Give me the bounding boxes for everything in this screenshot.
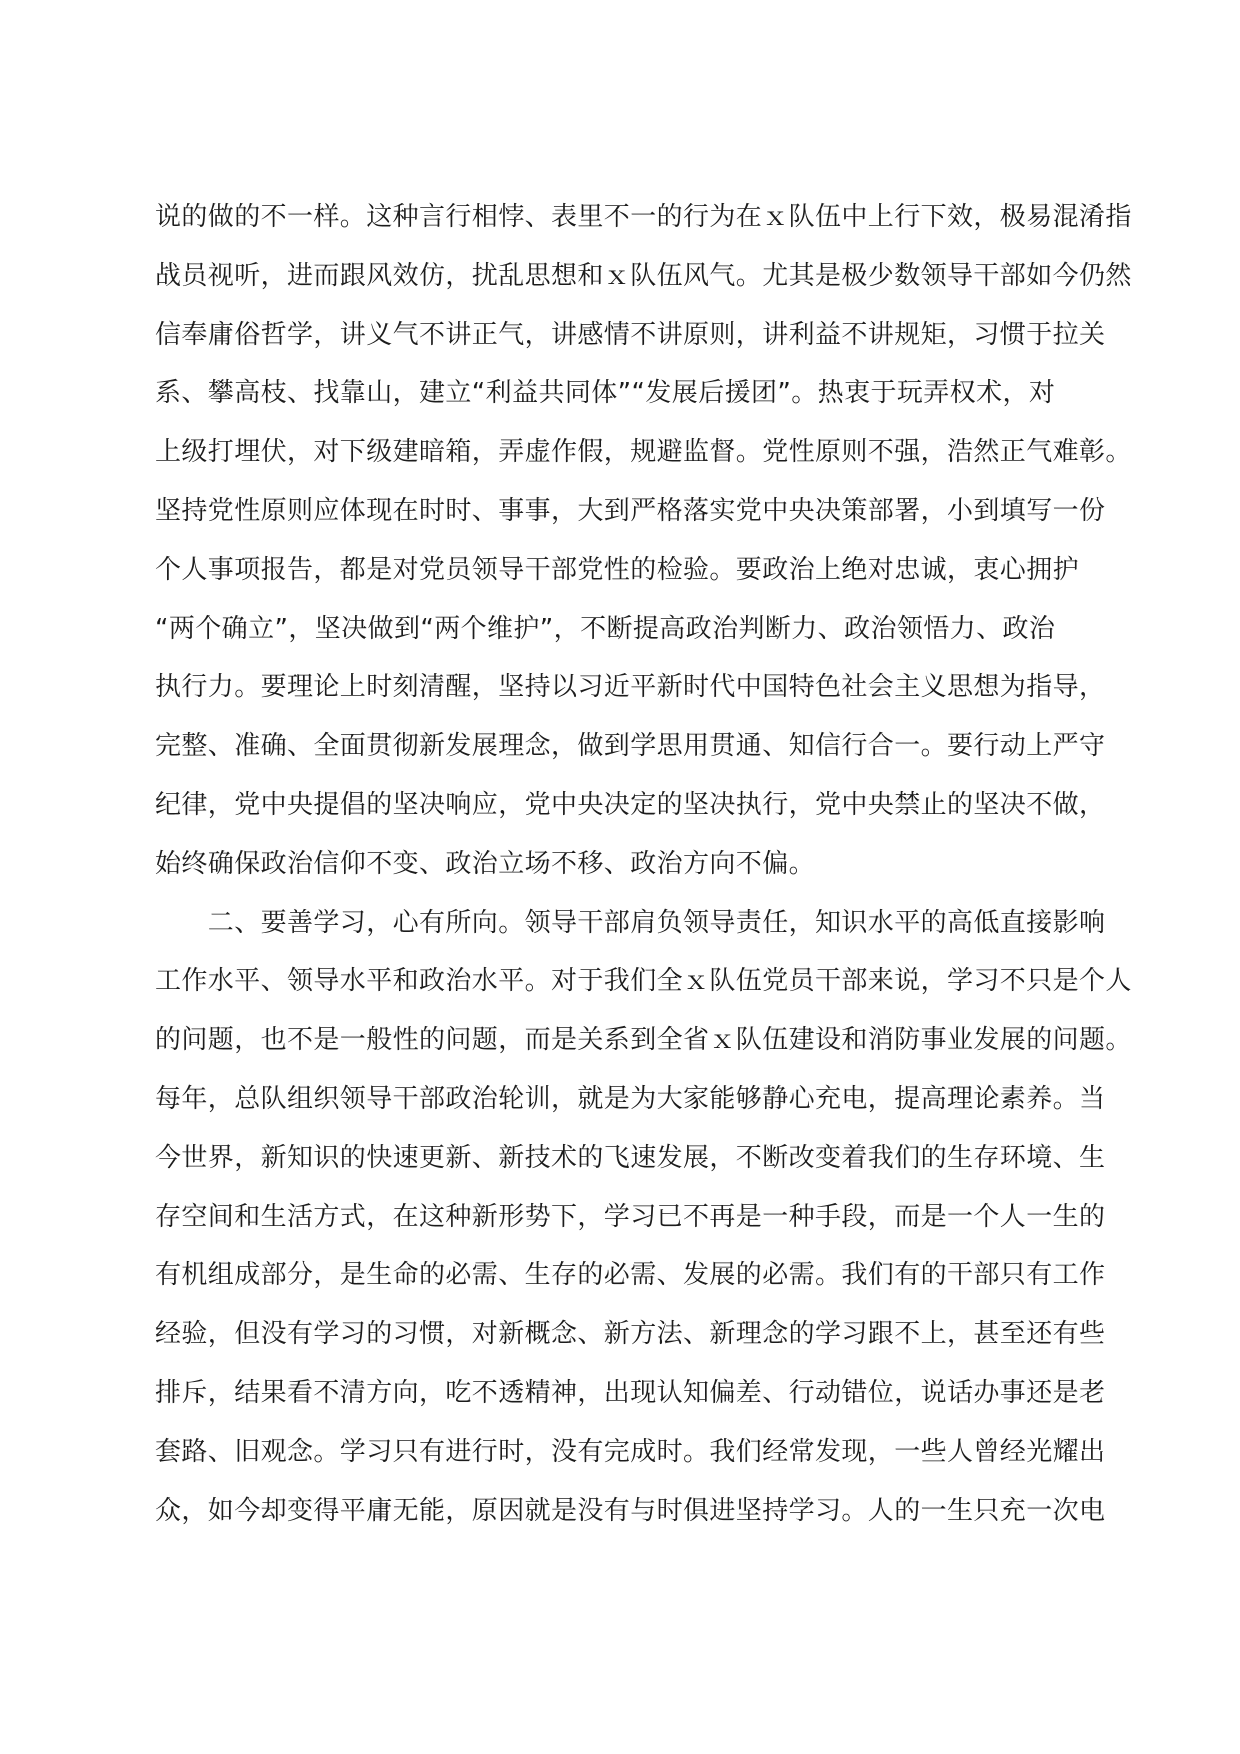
text-line: 众，如今却变得平庸无能，原因就是没有与时俱进坚持学习。人的一生只充一次电 xyxy=(155,1495,1106,1526)
text-line: 工作水平、领导水平和政治水平。对于我们全ｘ队伍党员干部来说，学习不只是个人 xyxy=(155,966,1132,997)
text-line: 战员视听，进而跟风效仿，扰乱思想和ｘ队伍风气。尤其是极少数领导干部如今仍然 xyxy=(155,260,1132,291)
text-line: 坚持党性原则应体现在时时、事事，大到严格落实党中央决策部署，小到填写一份 xyxy=(155,495,1106,526)
text-line: “两个确立”，坚决做到“两个维护”，不断提高政治判断力、政治领悟力、政治 xyxy=(155,613,1056,644)
text-line: 系、攀高枝、找靠山，建立“利益共同体”“发展后援团”。热衷于玩弄权术，对 xyxy=(155,378,1056,409)
text-line: 说的做的不一样。这种言行相悖、表里不一的行为在ｘ队伍中上行下效，极易混淆指 xyxy=(155,202,1132,232)
text-line: 个人事项报告，都是对党员领导干部党性的检验。要政治上绝对忠诚，衷心拥护 xyxy=(155,554,1080,585)
text-line: 排斥，结果看不清方向，吃不透精神，出现认知偏差、行动错位，说话办事还是老 xyxy=(155,1377,1106,1408)
text-line: 有机组成部分，是生命的必需、生存的必需、发展的必需。我们有的干部只有工作 xyxy=(155,1260,1106,1291)
body-text xyxy=(155,188,1132,1540)
text-line: 完整、准确、全面贯彻新发展理念，做到学思用贯通、知信行合一。要行动上严守 xyxy=(155,731,1106,762)
text-line: 始终确保政治信仰不变、政治立场不移、政治方向不偏。 xyxy=(155,848,816,879)
text-line: 执行力。要理论上时刻清醒，坚持以习近平新时代中国特色社会主义思想为指导， xyxy=(155,672,1106,703)
text-line: 套路、旧观念。学习只有进行时，没有完成时。我们经常发现，一些人曾经光耀出 xyxy=(155,1436,1106,1467)
text-line: 今世界，新知识的快速更新、新技术的飞速发展，不断改变着我们的生存环境、生 xyxy=(155,1142,1106,1173)
text-line: 信奉庸俗哲学，讲义气不讲正气，讲感情不讲原则，讲利益不讲规矩，习惯于拉关 xyxy=(155,319,1106,350)
text-line: 纪律，党中央提倡的坚决响应，党中央决定的坚决执行，党中央禁止的坚决不做， xyxy=(155,789,1106,820)
text-line: 上级打埋伏，对下级建暗箱，弄虚作假，规避监督。党性原则不强，浩然正气难彰。 xyxy=(155,437,1132,468)
text-line: 经验，但没有学习的习惯，对新概念、新方法、新理念的学习跟不上，甚至还有些 xyxy=(155,1319,1106,1350)
text-line: 的问题，也不是一般性的问题，而是关系到全省ｘ队伍建设和消防事业发展的问题。 xyxy=(155,1025,1132,1056)
text-line: 二、要善学习，心有所向。领导干部肩负领导责任，知识水平的高低直接影响 xyxy=(155,907,1106,938)
text-line: 每年，总队组织领导干部政治轮训，就是为大家能够静心充电，提高理论素养。当 xyxy=(155,1083,1106,1114)
text-line: 存空间和生活方式，在这种新形势下，学习已不再是一种手段，而是一个人一生的 xyxy=(155,1201,1106,1232)
